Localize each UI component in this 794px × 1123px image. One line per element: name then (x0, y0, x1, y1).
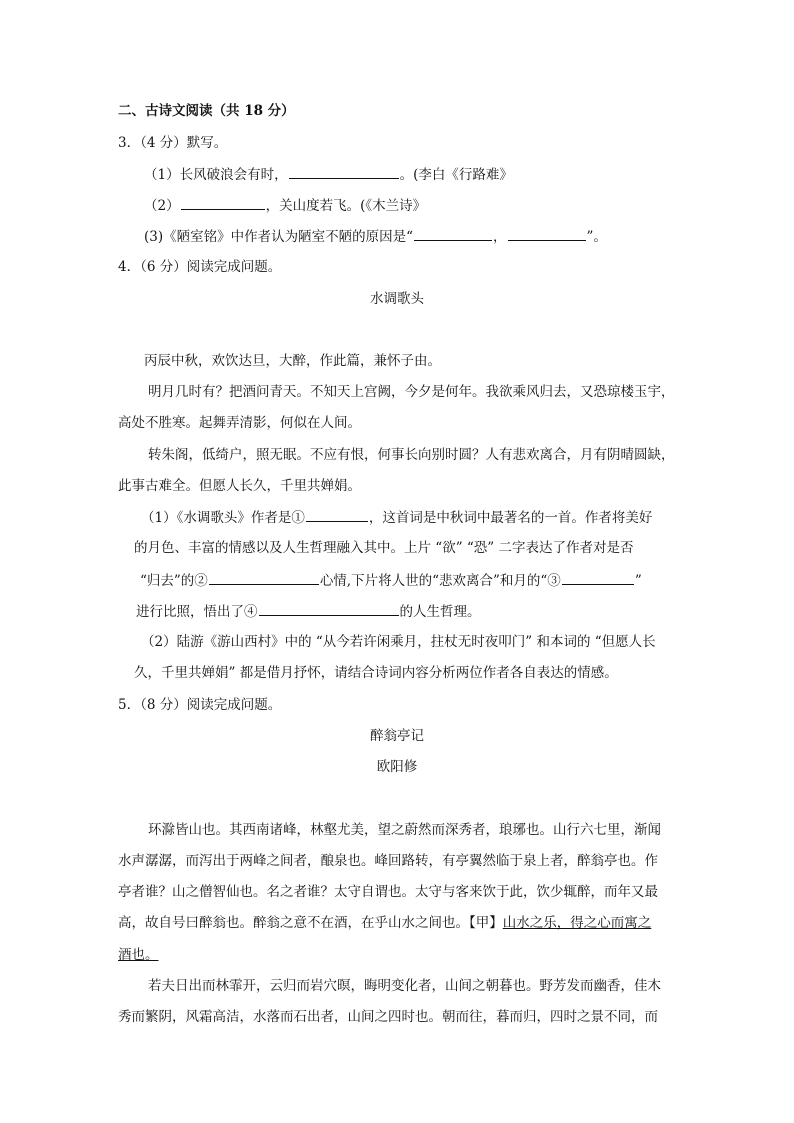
poem-para2-line1: 转朱阁，低绮户，照无眠。不应有恨，何事长向别时圆？人有悲欢离合，月有阴晴圆缺， (148, 447, 675, 463)
answer-blank[interactable] (209, 570, 319, 585)
answer-blank[interactable] (289, 164, 399, 179)
answer-blank[interactable] (306, 507, 368, 522)
q4-sub1-text-d: 心情,下片将人世的“悲欢离合”和月的“③ (319, 573, 561, 589)
answer-blank[interactable] (181, 195, 265, 210)
q4-sub1-line4 (136, 601, 481, 622)
q4-sub2-line2: 久，千里共婵娟” 都是借月抒怀，请结合诗词内容分析两位作者各自表达的情感。 (134, 665, 618, 681)
q3-item-1 (144, 164, 513, 185)
q4-sub1-text-b: ，这首词是中秋词中最著名的一首。作者将美好 (368, 510, 653, 526)
q4-stem: 4．（6 分）阅读完成问题。 (118, 259, 282, 275)
q3-stem: 3．（4 分）默写。 (118, 135, 228, 151)
q4-sub2-line1: （2）陆游《游山西村》中的 “从今若许闲乘月，拄杖无时夜叩门” 和本词的 “但愿人长 (141, 634, 656, 650)
q4-sub1-text-g: 的人生哲理。 (399, 604, 481, 620)
q3-item3-mid: ， (493, 229, 507, 245)
poem-para1-line1: 明月几时有？把酒问青天。不知天上宫阙，今夕是何年。我欲乘风归去，又恐琼楼玉宇， (148, 384, 675, 400)
underlined-sentence-jia: 山水之乐，得之心而寓之 (502, 915, 652, 931)
answer-blank[interactable] (259, 601, 399, 616)
q3-item3-prefix: (3)《陋室铭》中作者认为陋室不陋的原因是“ (144, 229, 414, 245)
poem-title: 水调歌头 (370, 291, 424, 307)
poem-preface: 丙辰中秋，欢饮达旦，大醉，作此篇，兼怀子由。 (144, 353, 441, 369)
q3-item-3 (144, 226, 607, 247)
q3-item-2 (144, 195, 426, 216)
q4-sub1-text-e: ” (634, 573, 642, 589)
essay-p1-line4 (118, 913, 651, 933)
q3-item2-prefix: （2） (144, 198, 180, 214)
answer-blank[interactable] (414, 226, 492, 241)
underlined-sentence-jia-end: 酒也。 (118, 947, 159, 963)
q3-item1-prefix: （1）长风破浪会有时， (144, 167, 288, 183)
q4-sub1-text-c: “归去”的② (140, 573, 208, 589)
poem-para2-line2: 此事古难全。但愿人长久，千里共婵娟。 (118, 478, 361, 494)
q3-item2-suffix: ，关山度若飞。(《木兰诗》 (265, 198, 427, 214)
poem-para1-line2: 高处不胜寒。起舞弄清影，何似在人间。 (118, 415, 361, 431)
essay-p1-line1: 环滁皆山也。其西南诸峰，林壑尤美，望之蔚然而深秀者，琅琊也。山行六七里，渐闻 (148, 822, 661, 838)
q4-sub1-line2: 的月色、丰富的情感以及人生哲理融入其中。上片 “欲” “恐” 二字表达了作者对是否 (134, 540, 634, 556)
q4-sub1-line3 (140, 570, 642, 591)
essay-p2-line2: 秀而繁阴，风霜高洁，水落而石出者，山间之四时也。朝而往，暮而归，四时之景不同，而 (118, 1009, 658, 1025)
essay-p2-line1: 若夫日出而林霏开，云归而岩穴暝，晦明变化者，山间之朝暮也。野芳发而幽香，佳木 (148, 978, 661, 994)
essay-p1-text: 高，故自号曰醉翁也。醉翁之意不在酒，在乎山水之间也。【甲】 (118, 915, 503, 931)
answer-blank[interactable] (508, 226, 586, 241)
q4-sub1-text-f: 进行比照，悟出了④ (136, 604, 258, 620)
q3-item1-suffix: 。(李白《行路难》 (399, 167, 513, 183)
essay-p1-line3: 亭者谁？山之僧智仙也。名之者谁？太守自谓也。太守与客来饮于此，饮少辄醉，而年又最 (118, 884, 658, 900)
essay-p1-line2: 水声潺潺，而泻出于两峰之间者，酿泉也。峰回路转，有亭翼然临于泉上者，醉翁亭也。作 (118, 853, 658, 869)
essay-title: 醉翁亭记 (370, 728, 424, 744)
q3-item3-suffix: ”。 (586, 229, 607, 245)
essay-author: 欧阳修 (376, 759, 418, 775)
section-title: 二、古诗文阅读（共 18 分） (118, 103, 295, 119)
q4-sub1-line1 (141, 507, 652, 528)
q5-stem: 5．（8 分）阅读完成问题。 (118, 697, 282, 713)
answer-blank[interactable] (562, 570, 634, 585)
q4-sub1-text-a: （1）《水调歌头》作者是① (141, 510, 305, 526)
